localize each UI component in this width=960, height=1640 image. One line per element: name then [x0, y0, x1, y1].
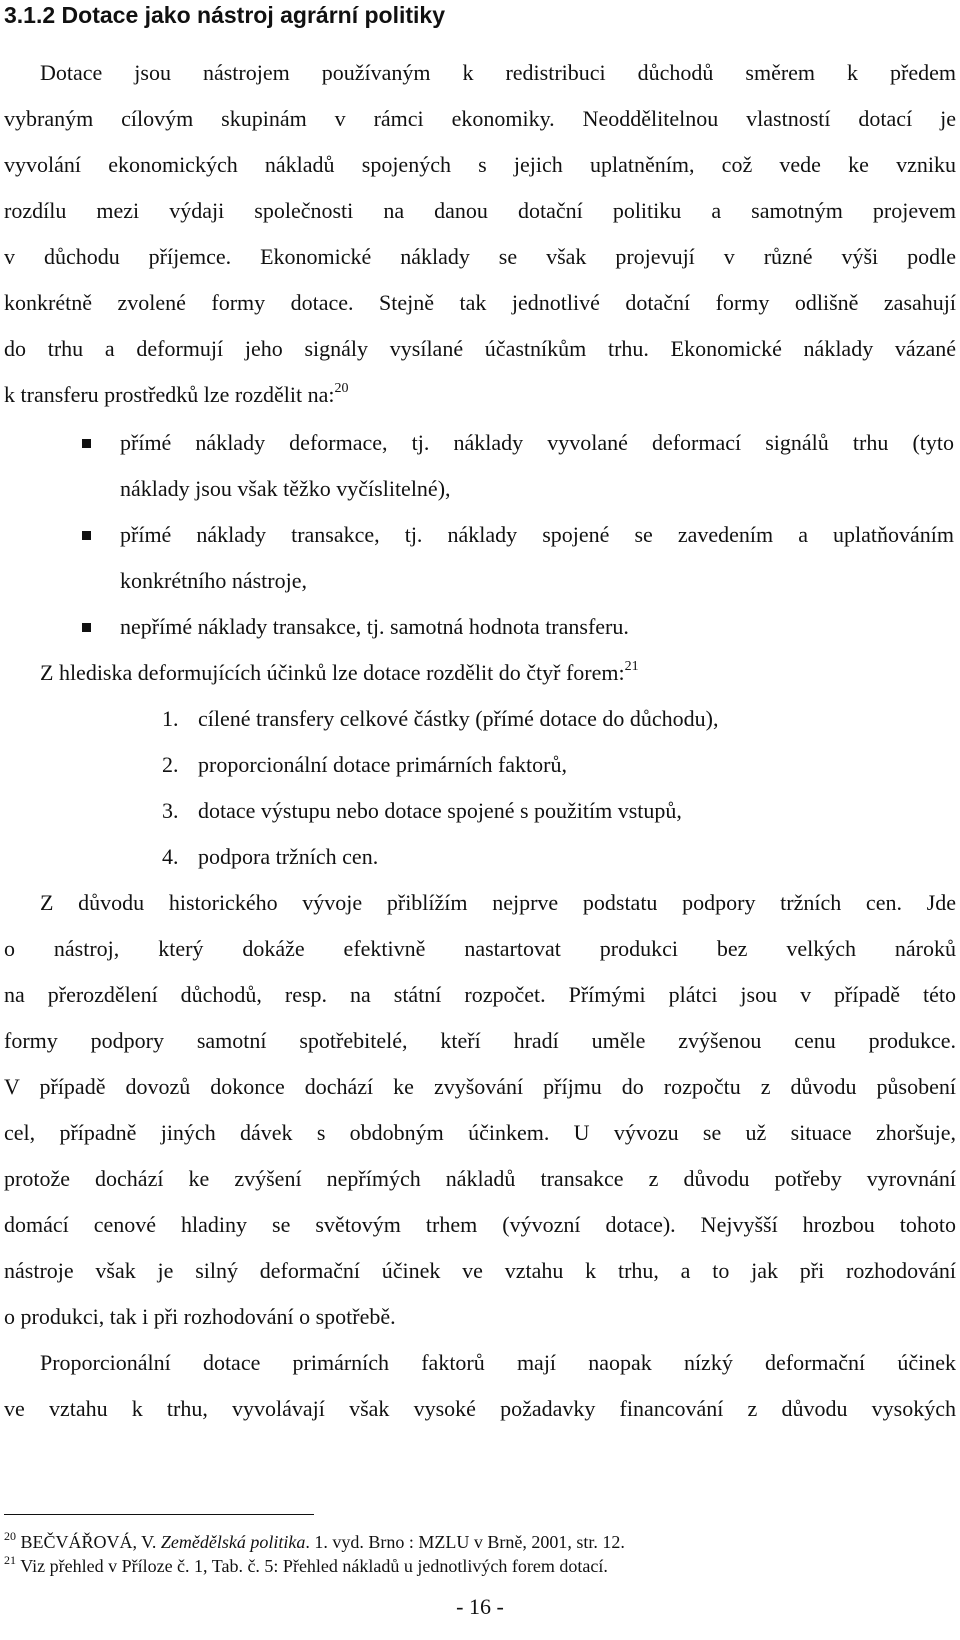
footnote-number: 20 — [4, 1529, 16, 1543]
list-number: 3. — [162, 798, 179, 823]
list-number: 4. — [162, 844, 179, 869]
footnote-text: BEČVÁŘOVÁ, V. — [20, 1532, 161, 1552]
paragraph-text: Z hlediska deformujících účinků lze dotace rozdělit do čtyř forem: — [40, 660, 625, 685]
paragraph-line — [40, 658, 960, 688]
list-number: 1. — [162, 706, 179, 731]
footnote — [4, 1554, 608, 1578]
bullet-square-icon — [82, 623, 91, 632]
footnote-title: Zemědělská politika — [160, 1532, 306, 1552]
bullet-square-icon — [82, 531, 91, 540]
bullet-item-line: přímé náklady deformace, tj. náklady vyvolané deformací signálů trhu (tyto — [120, 430, 954, 455]
footnote-ref: 21 — [624, 659, 639, 674]
bullet-item-line: nepřímé náklady transakce, tj. samotná hodnota transferu. — [120, 614, 629, 639]
list-item: podpora tržních cen. — [198, 844, 379, 869]
paragraph-line: Dotace jsou nástrojem používaným k redistribuci důchodů směrem k předem — [40, 60, 956, 85]
paragraph-line: vybraným cílovým skupinám v rámci ekonomiky. Neoddělitelnou vlastností dotací je — [4, 106, 956, 131]
list-item: dotace výstupu nebo dotace spojené s použitím vstupů, — [198, 798, 682, 823]
paragraph-line: Proporcionální dotace primárních faktorů mají naopak nízký deformační účinek — [40, 1350, 956, 1375]
page-number: - 16 - — [456, 1594, 504, 1619]
list-number: 2. — [162, 752, 179, 777]
bullet-item-line: náklady jsou však těžko vyčíslitelné), — [120, 476, 451, 501]
list-item: cílené transfery celkové částky (přímé dotace do důchodu), — [198, 706, 719, 731]
paragraph-line: o produkci, tak i při rozhodování o spotřebě. — [4, 1304, 396, 1329]
bullet-square-icon — [82, 439, 91, 448]
paragraph-line: V případě dovozů dokonce dochází ke zvyšování příjmu do rozpočtu z důvodu působení — [4, 1074, 956, 1099]
paragraph-text: k transferu prostředků lze rozdělit na: — [4, 382, 335, 407]
paragraph-line: cel, případně jiných dávek s obdobným účinkem. U vývozu se už situace zhoršuje, — [4, 1120, 956, 1145]
footnote — [4, 1530, 625, 1554]
bullet-item-line: konkrétního nástroje, — [120, 568, 307, 593]
paragraph-line: ve vztahu k trhu, vyvolávají však vysoké požadavky financování z důvodu vysokých — [4, 1396, 956, 1421]
section-heading: 3.1.2 Dotace jako nástroj agrární politiky — [4, 2, 445, 28]
list-item: proporcionální dotace primárních faktorů, — [198, 752, 567, 777]
paragraph-line: rozdílu mezi výdaji společnosti na danou dotační politiku a samotným projevem — [4, 198, 956, 223]
paragraph-line: formy podpory samotní spotřebitelé, kteří hradí uměle zvýšenou cenu produkce. — [4, 1028, 956, 1053]
paragraph-line: vyvolání ekonomických nákladů spojených s jejich uplatněním, což vede ke vzniku — [4, 152, 956, 177]
footnote-text: . 1. vyd. Brno : MZLU v Brně, 2001, str. 12. — [305, 1532, 625, 1552]
paragraph-line: protože dochází ke zvýšení nepřímých nákladů transakce z důvodu potřeby vyrovnání — [4, 1166, 956, 1191]
paragraph-line: o nástroj, který dokáže efektivně nastartovat produkci bez velkých nároků — [4, 936, 956, 961]
paragraph-line: do trhu a deformují jeho signály vysílané účastníkům trhu. Ekonomické náklady vázané — [4, 336, 956, 361]
bullet-item-line: přímé náklady transakce, tj. náklady spojené se zavedením a uplatňováním — [120, 522, 954, 547]
footnote-number: 21 — [4, 1553, 16, 1567]
paragraph-line — [4, 380, 956, 410]
footnote-separator — [4, 1514, 314, 1515]
paragraph-line: nástroje však je silný deformační účinek ve vztahu k trhu, a to jak při rozhodování — [4, 1258, 956, 1283]
paragraph-line: Z důvodu historického vývoje přiblížím nejprve podstatu podpory tržních cen. Jde — [40, 890, 956, 915]
footnote-text: Viz přehled v Příloze č. 1, Tab. č. 5: Přehled nákladů u jednotlivých forem dotací. — [20, 1556, 608, 1576]
paragraph-line: na přerozdělení důchodů, resp. na státní rozpočet. Přímými plátci jsou v případě této — [4, 982, 956, 1007]
footnote-ref: 20 — [334, 381, 349, 396]
paragraph-line: domácí cenové hladiny se světovým trhem (vývozní dotace). Nejvyšší hrozbou tohoto — [4, 1212, 956, 1237]
paragraph-line: konkrétně zvolené formy dotace. Stejně tak jednotlivé dotační formy odlišně zasahují — [4, 290, 956, 315]
paragraph-line: v důchodu příjemce. Ekonomické náklady se však projevují v různé výši podle — [4, 244, 956, 269]
